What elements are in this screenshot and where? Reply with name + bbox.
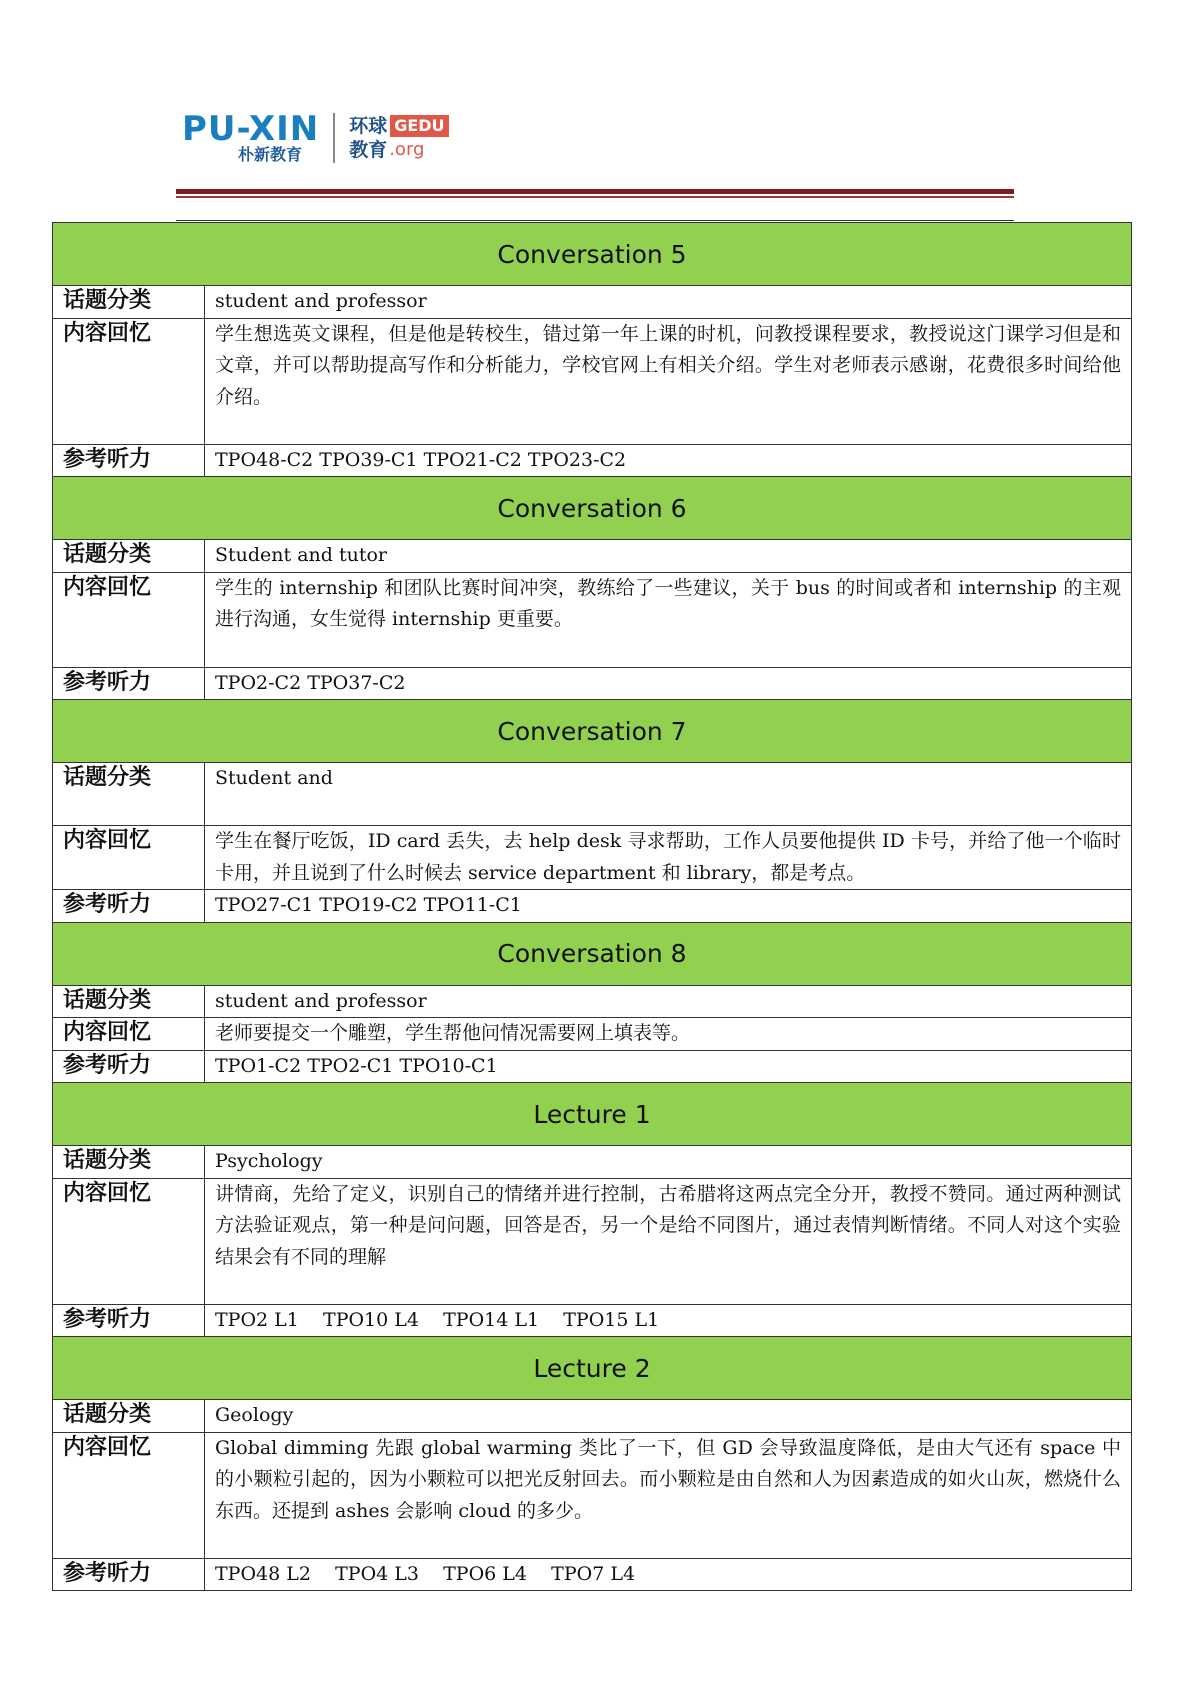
recall-row: [53, 1432, 1132, 1558]
reference-value: TPO2-C2 TPO37-C2: [205, 667, 1132, 700]
reference-label: 参考听力: [53, 1558, 205, 1591]
section-title: Lecture 2: [53, 1337, 1132, 1400]
category-value: Student and: [205, 763, 1132, 826]
gedu-logo-en: GEDU: [390, 115, 448, 137]
recall-row: [53, 318, 1132, 444]
reference-label: 参考听力: [53, 1050, 205, 1083]
reference-label: 参考听力: [53, 667, 205, 700]
section-title: Conversation 7: [53, 700, 1132, 763]
section-title: Conversation 6: [53, 477, 1132, 540]
category-label: 话题分类: [53, 985, 205, 1018]
recall-row: [53, 572, 1132, 667]
category-row: [53, 540, 1132, 573]
reference-value: TPO48-C2 TPO39-C1 TPO21-C2 TPO23-C2: [205, 444, 1132, 477]
gedu-logo-cn-bottom: 教育: [349, 139, 388, 161]
category-row: [53, 1146, 1132, 1179]
recall-value: Global dimming 先跟 global warming 类比了一下，但 GD 会导致温度降低，是由大气还有 space 中的小颗粒引起的，因为小颗粒可以把光反射回去。而小颗粒是由自然和人为因素造成的如火山灰，燃烧什么东西。还提到 ashes 会影响 cloud 的多少。: [205, 1432, 1132, 1558]
category-label: 话题分类: [53, 1400, 205, 1433]
logo-divider: [333, 113, 335, 163]
section-header-row: [53, 1337, 1132, 1400]
recall-value: 学生想选英文课程，但是他是转校生，错过第一年上课的时机，问教授课程要求，教授说这门课学习但是和文章，并可以帮助提高写作和分析能力，学校官网上有相关介绍。学生对老师表示感谢，花费很多时间给他介绍。: [205, 318, 1132, 444]
recall-label: 内容回忆: [53, 1432, 205, 1558]
reference-value: TPO48 L2 TPO4 L3 TPO6 L4 TPO7 L4: [205, 1558, 1132, 1591]
recall-value: 学生的 internship 和团队比赛时间冲突，教练给了一些建议，关于 bus 的时间或者和 internship 的主观进行沟通，女生觉得 internship 更重要。: [205, 572, 1132, 667]
category-label: 话题分类: [53, 540, 205, 573]
recall-label: 内容回忆: [53, 826, 205, 890]
header-rule-thick: [176, 189, 1014, 194]
category-value: student and professor: [205, 286, 1132, 319]
header-rule-thin: [176, 196, 1014, 198]
category-label: 话题分类: [53, 286, 205, 319]
reference-label: 参考听力: [53, 444, 205, 477]
logo: [182, 109, 449, 164]
recall-row: [53, 1018, 1132, 1051]
recall-label: 内容回忆: [53, 318, 205, 444]
reference-row: [53, 1558, 1132, 1591]
category-label: 话题分类: [53, 1146, 205, 1179]
reference-row: [53, 1050, 1132, 1083]
topic-table: [52, 222, 1132, 1591]
category-row: [53, 286, 1132, 319]
puxin-logo-subtext: 朴新教育: [238, 145, 303, 164]
reference-row: [53, 890, 1132, 923]
section-header-row: [53, 700, 1132, 763]
section-header-row: [53, 922, 1132, 985]
category-row: [53, 1400, 1132, 1433]
category-label: 话题分类: [53, 763, 205, 826]
section-header-row: [53, 223, 1132, 286]
gedu-logo-cn-top: 环球: [349, 115, 388, 137]
category-value: student and professor: [205, 985, 1132, 1018]
section-title: Conversation 5: [53, 223, 1132, 286]
category-value: Student and tutor: [205, 540, 1132, 573]
reference-row: [53, 1304, 1132, 1337]
recall-row: [53, 826, 1132, 890]
reference-label: 参考听力: [53, 890, 205, 923]
reference-row: [53, 667, 1132, 700]
section-title: Lecture 1: [53, 1083, 1132, 1146]
reference-row: [53, 444, 1132, 477]
category-row: [53, 763, 1132, 826]
category-value: Geology: [205, 1400, 1132, 1433]
section-header-row: [53, 1083, 1132, 1146]
category-value: Psychology: [205, 1146, 1132, 1179]
section-title: Conversation 8: [53, 922, 1132, 985]
puxin-logo-text: PU-XIN: [182, 109, 320, 149]
reference-value: TPO1-C2 TPO2-C1 TPO10-C1: [205, 1050, 1132, 1083]
reference-value: TPO2 L1 TPO10 L4 TPO14 L1 TPO15 L1: [205, 1304, 1132, 1337]
page-header: [176, 104, 1016, 224]
header-rule-bottom: [176, 220, 1014, 221]
reference-label: 参考听力: [53, 1304, 205, 1337]
recall-label: 内容回忆: [53, 1178, 205, 1304]
section-header-row: [53, 477, 1132, 540]
gedu-logo: [349, 114, 448, 162]
reference-value: TPO27-C1 TPO19-C2 TPO11-C1: [205, 890, 1132, 923]
category-row: [53, 985, 1132, 1018]
recall-value: 讲情商，先给了定义，识别自己的情绪并进行控制，古希腊将这两点完全分开，教授不赞同。通过两种测试方法验证观点，第一种是问问题，回答是否，另一个是给不同图片，通过表情判断情绪。不同人对这个实验结果会有不同的理解: [205, 1178, 1132, 1304]
recall-row: [53, 1178, 1132, 1304]
gedu-logo-org: .org: [389, 139, 425, 160]
recall-value: 老师要提交一个雕塑，学生帮他问情况需要网上填表等。: [205, 1018, 1132, 1051]
puxin-logo: [182, 109, 320, 164]
recall-label: 内容回忆: [53, 572, 205, 667]
recall-value: 学生在餐厅吃饭，ID card 丢失，去 help desk 寻求帮助，工作人员要他提供 ID 卡号，并给了他一个临时卡用，并且说到了什么时候去 service department 和 library，都是考点。: [205, 826, 1132, 890]
recall-label: 内容回忆: [53, 1018, 205, 1051]
